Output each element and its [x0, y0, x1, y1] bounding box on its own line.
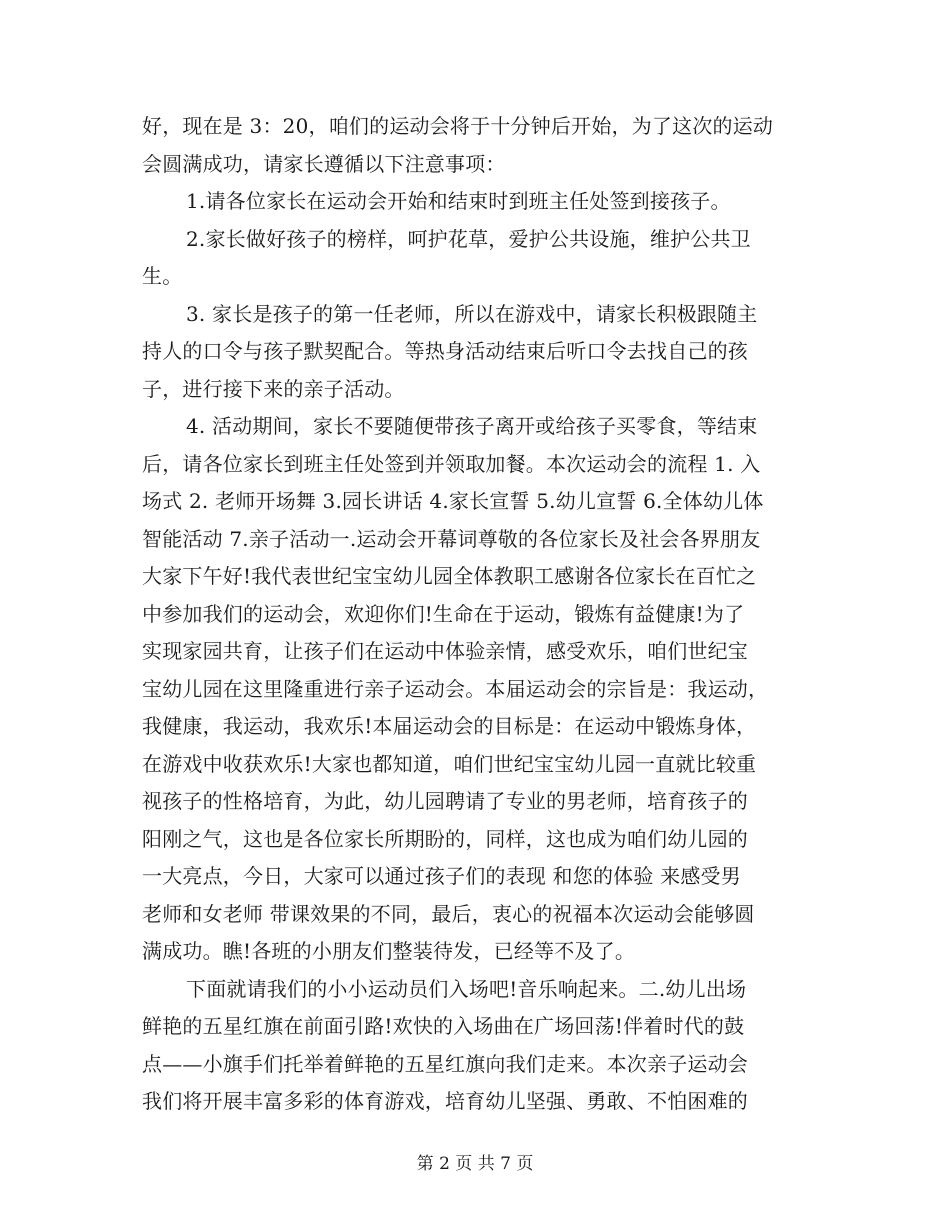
page-footer: 第 2 页 共 7 页 [416, 1154, 534, 1174]
text-line: 1.请各位家长在运动会开始和结束时到班主任处签到接孩子。 [186, 189, 731, 213]
text-line: 生。 [142, 264, 183, 288]
text-line: 视孩子的性格培育，为此，幼儿园聘请了专业的男老师，培育孩子的 [142, 789, 748, 813]
text-line: 一大亮点，今日，大家可以通过孩子们的表现 和您的体验 来感受男 [142, 864, 741, 888]
text-line: 宝幼儿园在这里隆重进行亲子运动会。本届运动会的宗旨是：我运动， [142, 676, 769, 701]
text-line: 子，进行接下来的亲子活动。 [142, 376, 405, 401]
text-line: 我健康，我运动，我欢乐!本届运动会的目标是：在运动中锻炼身体， [142, 714, 757, 738]
text-line: 场式 2. 老师开场舞 3.园长讲话 4.家长宣誓 5.幼儿宣誓 6.全体幼儿体 [142, 489, 764, 513]
text-line: 后，请各位家长到班主任处签到并领取加餐。本次运动会的流程 1. 入 [142, 451, 761, 476]
text-line: 老师和女老师 带课效果的不同，最后，衷心的祝福本次运动会能够圆 [142, 901, 755, 926]
text-line: 实现家园共育，让孩子们在运动中体验亲情，感受欢乐，咱们世纪宝 [142, 639, 748, 663]
text-line: 鲜艳的五星红旗在前面引路!欢快的入场曲在广场回荡!伴着时代的鼓 [142, 1014, 745, 1038]
text-line: 好，现在是 3：20，咱们的运动会将于十分钟后开始，为了这次的运动 [142, 114, 774, 138]
text-line: 2.家长做好孩子的榜样，呵护花草，爱护公共设施，维护公共卫 [186, 226, 751, 251]
text-line: 点——小旗手们托举着鲜艳的五星红旗向我们走来。本次亲子运动会 [142, 1051, 748, 1076]
text-line: 下面就请我们的小小运动员们入场吧!音乐响起来。二.幼儿出场 [186, 976, 747, 1001]
text-line: 大家下午好!我代表世纪宝宝幼儿园全体教职工感谢各位家长在百忙之 [142, 564, 757, 588]
text-line: 阳刚之气，这也是各位家长所期盼的，同样，这也成为咱们幼儿园的 [142, 826, 748, 851]
text-line: 会圆满成功，请家长遵循以下注意事项： [142, 151, 506, 176]
text-line: 我们将开展丰富多彩的体育游戏，培育幼儿坚强、勇敢、不怕困难的 [142, 1089, 748, 1113]
text-line: 满成功。瞧!各班的小朋友们整装待发，已经等不及了。 [142, 939, 636, 963]
text-line: 3. 家长是孩子的第一任老师，所以在游戏中，请家长积极跟随主 [186, 301, 758, 326]
text-line: 在游戏中收获欢乐!大家也都知道，咱们世纪宝宝幼儿园一直就比较重 [142, 751, 757, 776]
text-line: 智能活动 7.亲子活动一.运动会开幕词尊敬的各位家长及社会各界朋友 [142, 526, 761, 551]
document-body [142, 108, 812, 1121]
text-line: 持人的口令与孩子默契配合。等热身活动结束后听口令去找自己的孩 [142, 339, 748, 363]
text-line: 4. 活动期间，家长不要随便带孩子离开或给孩子买零食，等结束 [186, 414, 758, 438]
text-line: 中参加我们的运动会，欢迎你们!生命在于运动，锻炼有益健康!为了 [142, 601, 745, 626]
